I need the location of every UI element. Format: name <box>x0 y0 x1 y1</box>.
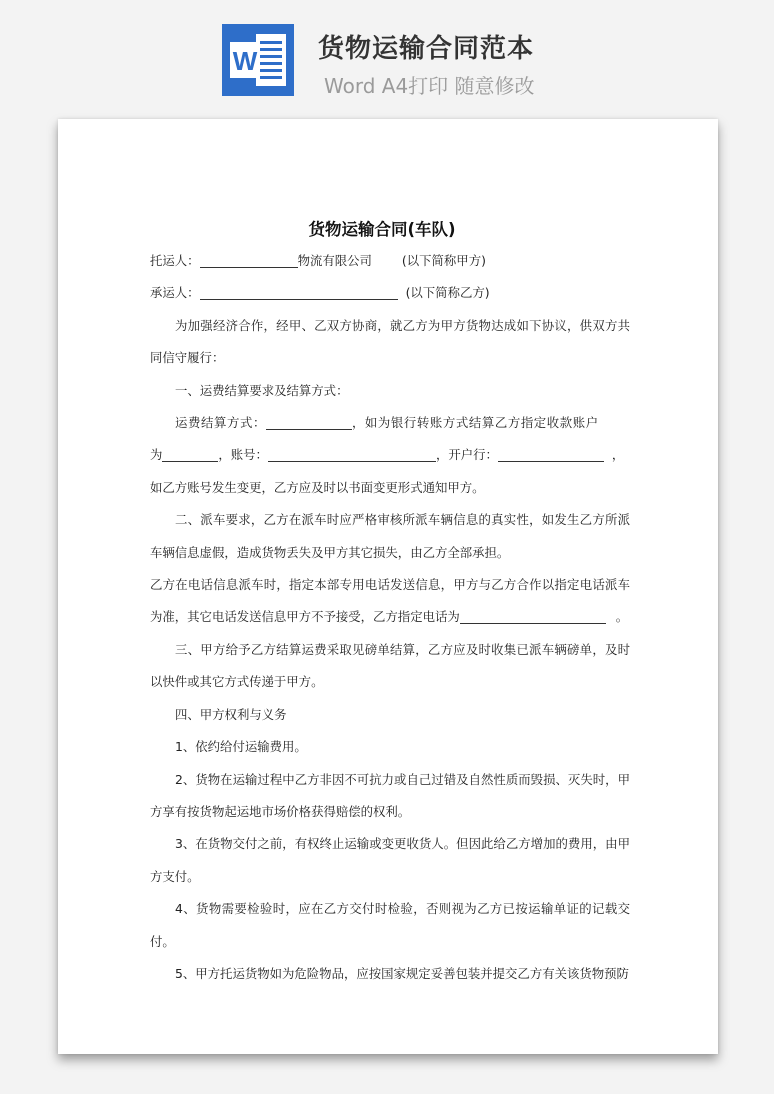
carrier-line <box>150 277 630 309</box>
section1-heading: 一、运费结算要求及结算方式： <box>175 382 349 398</box>
shipper-suffix: 物流有限公司 <box>297 253 372 268</box>
document-body <box>150 215 630 990</box>
carrier-label: 承运人： <box>150 285 200 301</box>
section2-phone-paragraph <box>150 569 630 634</box>
shipper-blank[interactable] <box>200 253 298 268</box>
intro-paragraph: 为加强经济合作，经甲、乙双方协商，就乙方为甲方货物达成如下协议，供双方共同信守履行： <box>150 317 630 366</box>
item-5: 5、甲方托运货物如为危险物品，应按国家规定妥善包装并提交乙方有关该货物预防 <box>175 965 629 981</box>
phone-text: 乙方在电话信息派车时，指定本部专用电话发送信息，甲方与乙方合作以指定电话派车为准，其它电话发送信息甲方不予接受，乙方指定电话为 <box>150 577 630 625</box>
section2-paragraph: 二、派车要求，乙方在派车时应严格审核所派车辆信息的真实性，如发生乙方所派车辆信息虚假，造成货物丢失及甲方其它损失，由乙方全部承担。 <box>150 512 630 560</box>
account-number-label: ，账号： <box>218 447 268 463</box>
section3-paragraph: 三、甲方给予乙方结算运费采取见磅单结算，乙方应及时收集已派车辆磅单，及时以快件或其它方式传递于甲方。 <box>150 641 630 690</box>
logo-letter: W <box>232 46 258 76</box>
document-page <box>58 119 718 1054</box>
item-4: 4、货物需要检验时，应在乙方交付时检验，否则视为乙方已按运输单证的记载交付。 <box>150 901 630 949</box>
section1-line2 <box>150 439 630 471</box>
settlement-method-blank[interactable] <box>266 415 352 430</box>
bank-label: ，开户行： <box>435 447 498 463</box>
account-holder-blank[interactable] <box>162 447 218 462</box>
carrier-blank[interactable] <box>200 285 398 300</box>
header-subtitle: Word A4打印 随意修改 <box>324 74 535 98</box>
shipper-line <box>150 245 630 277</box>
section1-line1 <box>150 407 630 439</box>
settlement-method-label: 运费结算方式： <box>175 415 266 431</box>
word-logo-icon <box>222 24 294 96</box>
bank-blank[interactable] <box>498 447 604 462</box>
carrier-note: (以下简称乙方) <box>405 285 490 301</box>
phone-end: 。 <box>615 609 629 625</box>
item-1: 1、依约给付运输费用。 <box>175 739 307 755</box>
settlement-method-suffix: ，如为银行转账方式结算乙方指定收款账户 <box>351 415 599 431</box>
account-for-label: 为 <box>150 447 163 463</box>
item-3: 3、在货物交付之前，有权终止运输或变更收货人。但因此给乙方增加的费用，由甲方支付。 <box>150 836 630 884</box>
shipper-label: 托运人： <box>150 253 200 268</box>
item-2: 2、货物在运输过程中乙方非因不可抗力或自己过错及自然性质而毁损、灭失时，甲方享有按货物起运地市场价格获得赔偿的权利。 <box>150 771 630 819</box>
section1-line3: 如乙方账号发生变更，乙方应及时以书面变更形式通知甲方。 <box>150 479 485 495</box>
document-title: 货物运输合同(车队) <box>308 220 456 239</box>
header <box>0 0 774 110</box>
phone-blank[interactable] <box>460 609 606 624</box>
shipper-note: (以下简称甲方) <box>401 253 486 268</box>
section4-heading: 四、甲方权利与义务 <box>175 706 287 722</box>
line2-comma: ， <box>611 447 625 463</box>
header-title: 货物运输合同范本 <box>318 34 535 64</box>
account-number-blank[interactable] <box>268 447 436 462</box>
